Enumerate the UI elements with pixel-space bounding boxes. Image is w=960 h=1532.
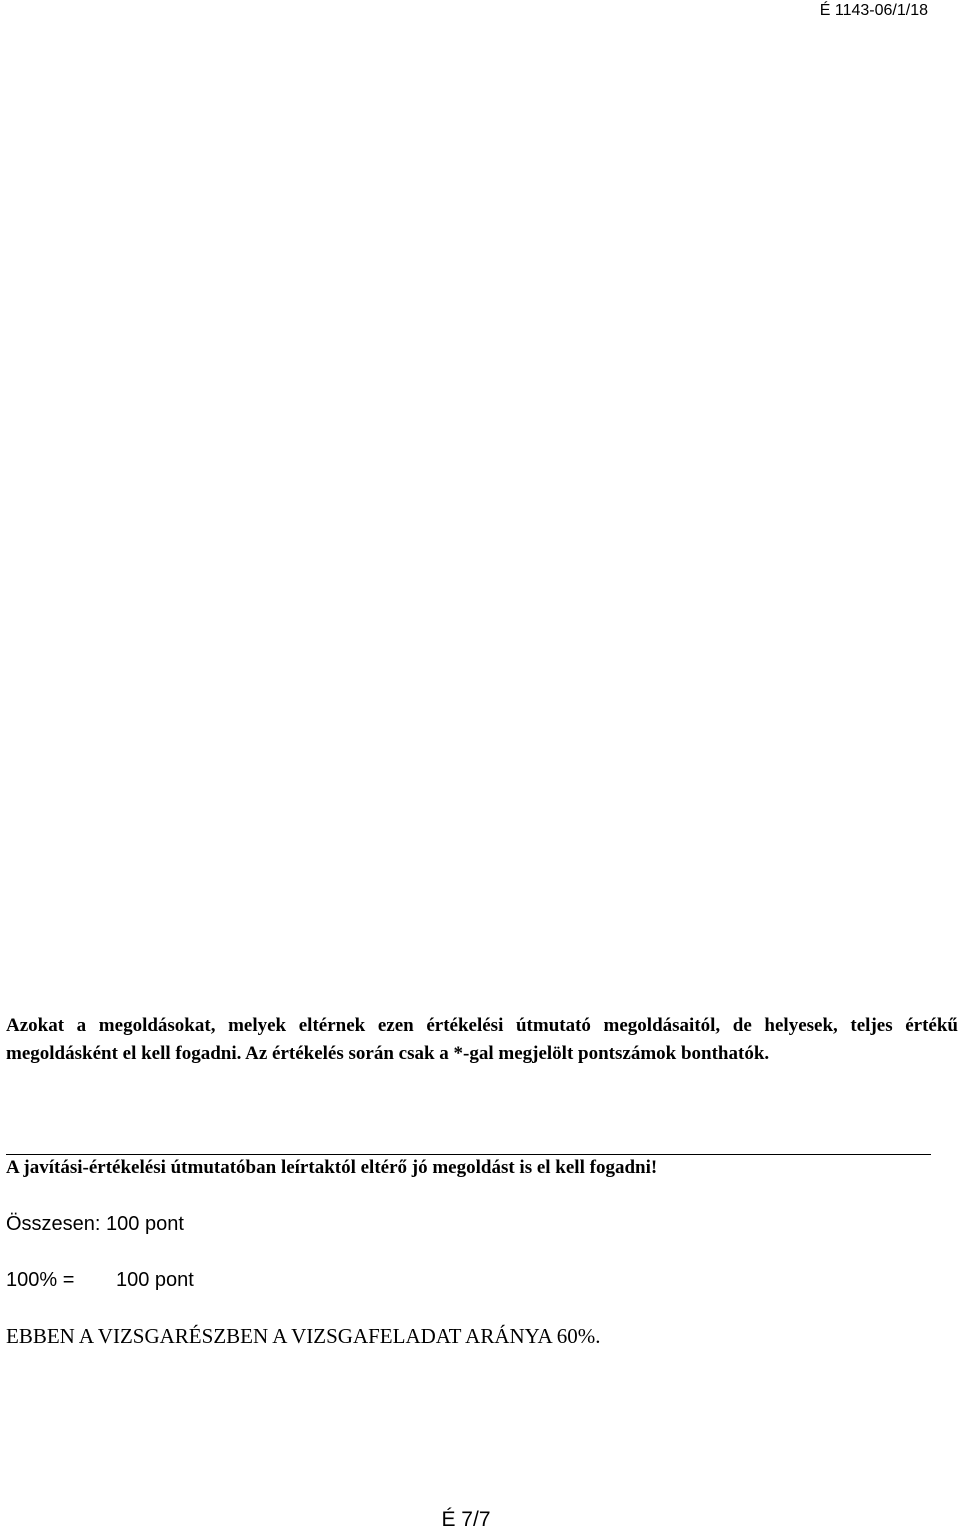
percent-row [6, 1266, 194, 1294]
document-code: É 1143-06/1/18 [819, 2, 928, 19]
total-points: Összesen: 100 pont [6, 1213, 184, 1235]
exam-ratio-statement: EBBEN A VIZSGARÉSZBEN A VIZSGAFELADAT ARÁNYA 60%. [6, 1324, 601, 1348]
page-number: É 7/7 [441, 1508, 491, 1531]
percent-label: 100% = [6, 1269, 75, 1291]
acceptance-note: A javítási-értékelési útmutatóban leírtaktól eltérő jó megoldást is el kell fogadni! [6, 1157, 658, 1178]
percent-points: 100 pont [116, 1269, 194, 1291]
evaluation-instructions: Azokat a megoldásokat, melyek eltérnek ezen értékelési útmutató megoldásaitól, de helyesek, teljes értékű megoldásként el kell fogadni. Az értékelés során csak a *-gal megjelölt pontszámok bonthatók. [6, 1015, 958, 1064]
